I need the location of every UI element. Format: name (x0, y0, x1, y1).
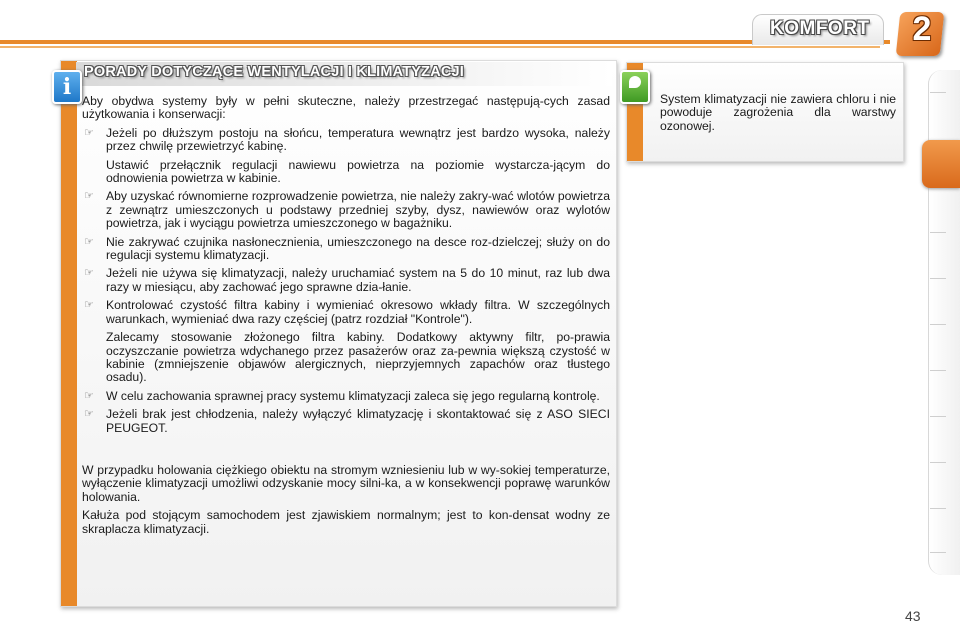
list-item-note: Zalecamy stosowanie złożonego filtra kabiny. Dodatkowy aktywny filtr, po-prawia oczyszczanie powietrza wdychanego przez pasażerów oraz za-pewnia większą czystość w kabinie (zmniejszenie objawów alergicznych, nieprzyjemnych zapachów oraz tłustego osadu). (106, 330, 610, 385)
spacer (82, 440, 610, 464)
list-item: ☞ Jeżeli brak jest chłodzenia, należy wyłączyć klimatyzację i skontaktować się z ASO SIECI PEUGEOT. (84, 407, 610, 435)
list-item: ☞ Nie zakrywać czujnika nasłonecznienia, umieszczonego na desce roz-dzielczej; służy on do regulacji systemu klimatyzacji. (84, 234, 610, 263)
list-item: ☞ W celu zachowania sprawnej pracy systemu klimatyzacji zaleca się jego regularną kontrolę. (84, 388, 600, 403)
hand-pointer-icon: ☞ (84, 389, 94, 402)
chapter-tab-divider (930, 370, 946, 371)
hand-pointer-icon: ☞ (84, 299, 94, 312)
hand-pointer-icon: ☞ (84, 267, 94, 280)
closing-paragraph: W przypadku holowania ciężkiego obiektu na stromym wzniesieniu lub w wy-sokiej temperaturze, wyłączenie klimatyzacji umożliwi odzyskanie mocy silni-ka, a w konsekwencji poprawę warunków holowania. (82, 462, 610, 504)
hand-pointer-icon: ☞ (84, 190, 94, 203)
chapter-number: 2 (912, 10, 932, 48)
list-item: ☞ Jeżeli nie używa się klimatyzacji, należy uruchamiać system na 5 do 10 minut, raz lub dwa razy w miesiącu, aby zachować jego sprawne dzia-łanie. (84, 266, 610, 294)
hand-pointer-icon: ☞ (84, 408, 94, 421)
page-title: PORADY DOTYCZĄCE WENTYLACJI I KLIMATYZACJI (84, 64, 465, 80)
eco-leaf-icon (620, 70, 650, 104)
page-number: 43 (905, 608, 921, 624)
chapter-tab-divider (930, 416, 946, 417)
list-item: ☞ Jeżeli po dłuższym postoju na słońcu, temperatura wewnątrz jest bardzo wysoka, należy przez chwilę przewietrzyć kabinę. (84, 125, 610, 154)
info-body (82, 95, 610, 541)
hand-pointer-icon: ☞ (84, 235, 94, 248)
chapter-tab-divider (930, 462, 946, 463)
list-item-note: Ustawić przełącznik regulacji nawiewu powietrza na poziomie wystarcza-jącym do odnowienia powietrza w kabinie. (106, 157, 610, 186)
chapter-tab-divider (930, 92, 946, 93)
chapter-tab-divider (930, 324, 946, 325)
chapter-tab-divider (930, 508, 946, 509)
section-title: KOMFORT (770, 18, 870, 39)
eco-note: System klimatyzacji nie zawiera chloru i nie powoduje zagrożenia dla warstwy ozonowej. (660, 92, 896, 133)
chapter-tab-divider (930, 232, 946, 233)
list-item: ☞ Kontrolować czystość filtra kabiny i wymieniać okresowo wkłady filtra. W szczególnych warunkach, wymieniać dwa razy częściej (patrz rozdział "Kontrole"). (84, 298, 610, 326)
panel-accent-bar (61, 61, 77, 606)
list-item: ☞ Aby uzyskać równomierne rozprowadzenie powietrza, nie należy zakry-wać wlotów powietrza z zewnątrz umieszczonych u podstawy przedniej szyby, dysz, nawiewów oraz wylotów powietrza, jak i wyciągu powietrza umieszczonego w bagażniku. (84, 189, 610, 231)
chapter-tab-divider (930, 552, 946, 553)
header-rule-secondary (0, 46, 880, 48)
intro-paragraph: Aby obydwa systemy były w pełni skuteczne, należy przestrzegać następują-cych zasad użytkowania i konserwacji: (82, 94, 610, 122)
chapter-tab-divider (930, 278, 946, 279)
info-icon: i (52, 70, 82, 104)
hand-pointer-icon: ☞ (84, 126, 94, 139)
closing-paragraph: Kałuża pod stojącym samochodem jest zjawiskiem normalnym; jest to kon-densat wodny ze skraplacza klimatyzacji. (82, 508, 610, 536)
active-chapter-tab[interactable] (922, 140, 960, 188)
